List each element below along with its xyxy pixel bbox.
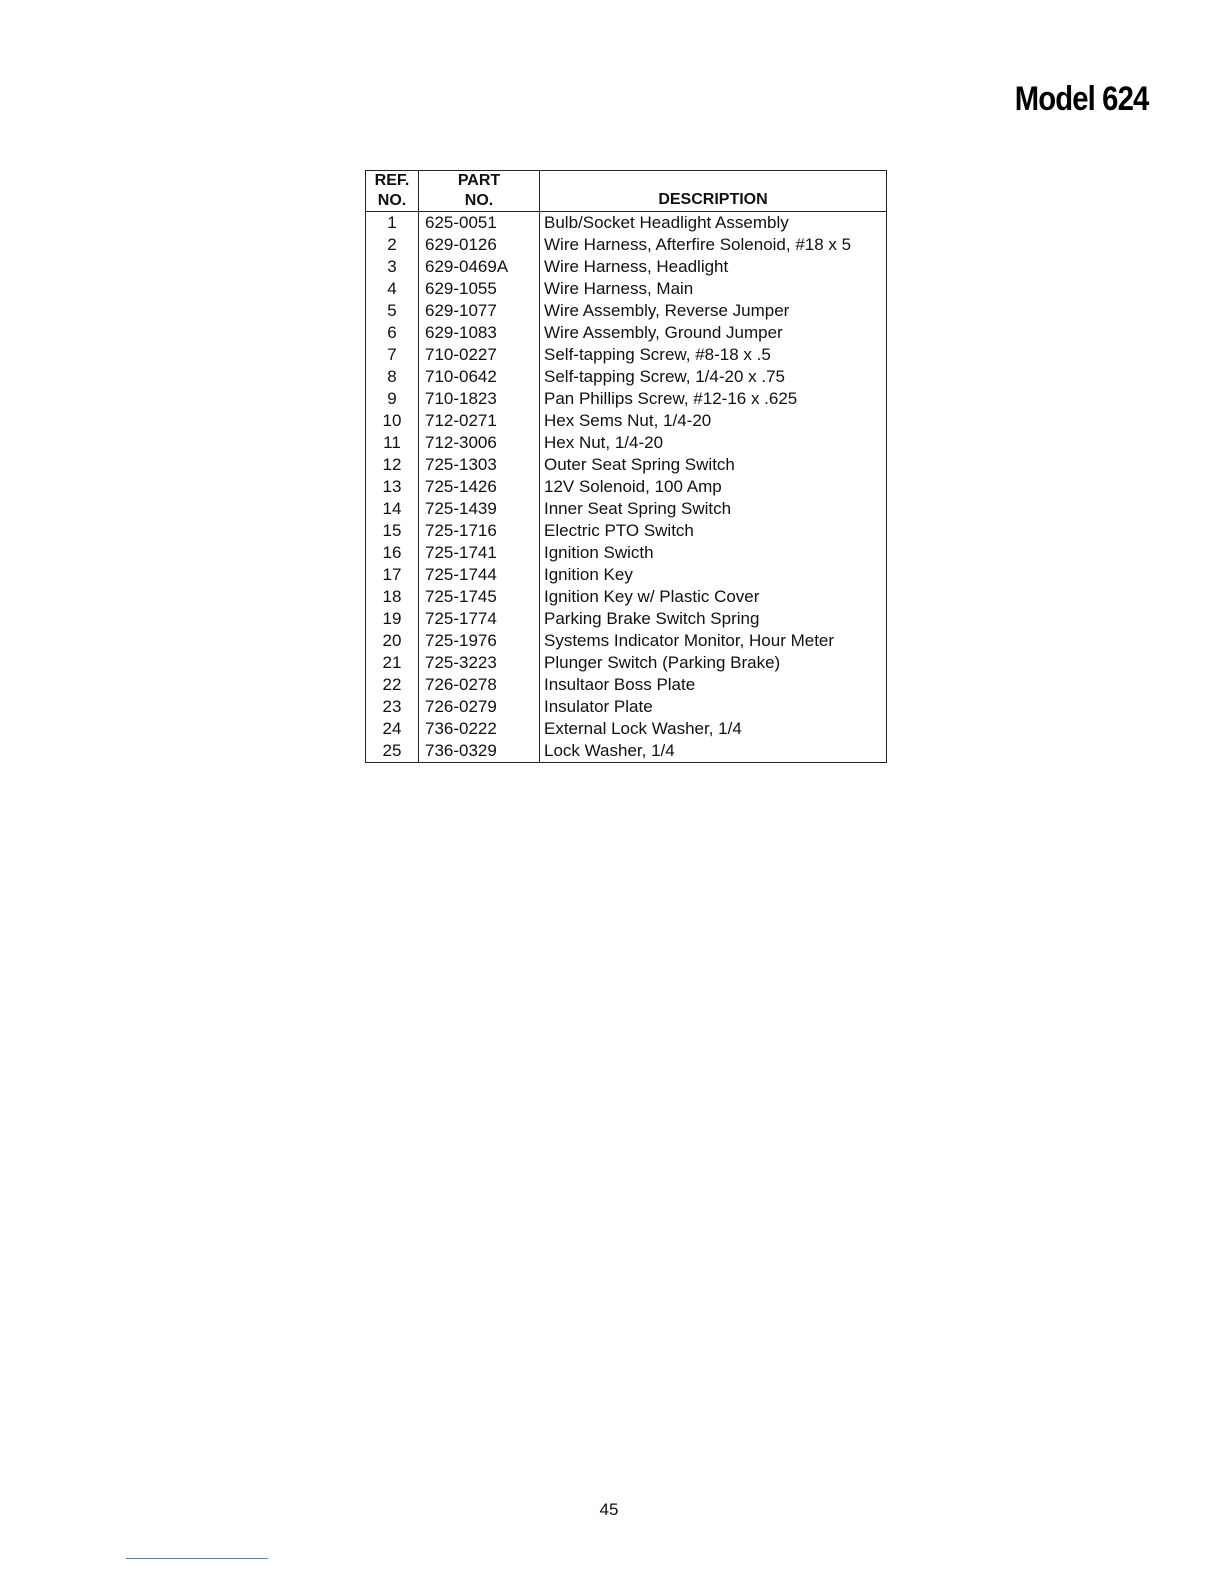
page-number: 45 [599,1500,619,1519]
table-header-row [366,171,887,212]
description-cell: 12V Solenoid, 100 Amp [544,477,722,496]
model-title: Model 624 [1014,80,1148,118]
ref-no-cell: 25 [366,740,419,763]
table-row [366,630,887,652]
table-row [366,696,887,718]
description-cell: Bulb/Socket Headlight Assembly [544,213,789,232]
table-row [366,520,887,542]
table-row [366,388,887,410]
table-row [366,234,887,256]
part-no-cell: 736-0329 [419,740,540,763]
part-no-cell: 736-0222 [419,718,540,740]
table-row [366,212,887,235]
ref-no-cell: 20 [366,630,419,652]
table-row [366,410,887,432]
part-no-cell: 625-0051 [419,212,540,235]
ref-no-header [366,171,419,212]
table-row [366,608,887,630]
ref-no-cell: 17 [366,564,419,586]
part-no-cell: 629-0126 [419,234,540,256]
footer-rule [126,1558,268,1559]
description-cell: Pan Phillips Screw, #12-16 x .625 [544,389,798,408]
ref-no-cell: 10 [366,410,419,432]
part-no-cell: 725-3223 [419,652,540,674]
description-header-label: DESCRIPTION [658,191,768,208]
ref-no-cell: 13 [366,476,419,498]
part-no-cell: 725-1744 [419,564,540,586]
description-cell: Ignition Swicth [544,543,654,562]
table-row [366,366,887,388]
table-row [366,718,887,740]
table-row [366,674,887,696]
table-row [366,256,887,278]
description-cell: Parking Brake Switch Spring [544,609,760,628]
description-cell: Insultaor Boss Plate [544,675,696,694]
description-cell: Electric PTO Switch [544,521,694,540]
ref-no-cell: 22 [366,674,419,696]
ref-no-cell: 19 [366,608,419,630]
part-no-cell: 629-1055 [419,278,540,300]
part-no-cell: 726-0279 [419,696,540,718]
table-row [366,278,887,300]
ref-no-cell: 1 [366,212,419,235]
ref-no-cell: 6 [366,322,419,344]
part-no-cell: 710-0642 [419,366,540,388]
ref-no-cell: 21 [366,652,419,674]
description-cell: Outer Seat Spring Switch [544,455,735,474]
part-no-header [419,171,540,212]
description-cell: Lock Washer, 1/4 [544,741,675,760]
description-cell: Wire Assembly, Ground Jumper [544,323,783,342]
table-row [366,564,887,586]
description-cell: Wire Harness, Headlight [544,257,729,276]
ref-no-cell: 8 [366,366,419,388]
ref-no-cell: 9 [366,388,419,410]
table-row [366,586,887,608]
table-row [366,432,887,454]
description-cell: Self-tapping Screw, 1/4-20 x .75 [544,367,785,386]
ref-no-cell: 18 [366,586,419,608]
description-cell: Plunger Switch (Parking Brake) [544,653,781,672]
part-no-cell: 725-1439 [419,498,540,520]
table-row [366,498,887,520]
part-no-cell: 725-1774 [419,608,540,630]
ref-no-cell: 11 [366,432,419,454]
table-row [366,542,887,564]
description-cell: Ignition Key w/ Plastic Cover [544,587,760,606]
description-header [540,171,887,212]
description-cell: Systems Indicator Monitor, Hour Meter [544,631,835,650]
part-no-cell: 712-3006 [419,432,540,454]
part-no-cell: 712-0271 [419,410,540,432]
description-cell: Hex Nut, 1/4-20 [544,433,664,452]
description-cell: Insulator Plate [544,697,653,716]
part-no-cell: 726-0278 [419,674,540,696]
description-cell: Wire Assembly, Reverse Jumper [544,301,790,320]
ref-no-cell: 23 [366,696,419,718]
ref-header-line2: NO. [377,192,407,209]
ref-no-cell: 5 [366,300,419,322]
parts-table [365,170,887,763]
description-cell: Self-tapping Screw, #8-18 x .5 [544,345,771,364]
ref-no-cell: 7 [366,344,419,366]
ref-no-cell: 14 [366,498,419,520]
part-no-cell: 725-1426 [419,476,540,498]
ref-no-cell: 4 [366,278,419,300]
part-no-cell: 629-0469A [419,256,540,278]
description-cell: Inner Seat Spring Switch [544,499,732,518]
description-cell: Wire Harness, Main [544,279,694,298]
table-row [366,454,887,476]
table-row [366,322,887,344]
description-cell: Ignition Key [544,565,633,584]
ref-no-cell: 16 [366,542,419,564]
ref-header-line1: REF. [374,172,410,189]
ref-no-cell: 24 [366,718,419,740]
ref-no-cell: 2 [366,234,419,256]
table-row [366,652,887,674]
table-row [366,740,887,763]
description-cell: Wire Harness, Afterfire Solenoid, #18 x 5 [544,235,852,254]
part-no-cell: 725-1976 [419,630,540,652]
part-header-line2: NO. [464,192,494,209]
ref-no-cell: 15 [366,520,419,542]
parts-table-body [366,212,887,763]
ref-no-cell: 12 [366,454,419,476]
description-cell: External Lock Washer, 1/4 [544,719,742,738]
ref-no-cell: 3 [366,256,419,278]
part-no-cell: 629-1083 [419,322,540,344]
table-row [366,344,887,366]
part-no-cell: 725-1741 [419,542,540,564]
part-no-cell: 629-1077 [419,300,540,322]
part-no-cell: 725-1745 [419,586,540,608]
part-no-cell: 710-1823 [419,388,540,410]
table-row [366,300,887,322]
part-no-cell: 710-0227 [419,344,540,366]
description-cell: Hex Sems Nut, 1/4-20 [544,411,712,430]
part-header-line1: PART [457,172,501,189]
part-no-cell: 725-1716 [419,520,540,542]
part-no-cell: 725-1303 [419,454,540,476]
table-row [366,476,887,498]
